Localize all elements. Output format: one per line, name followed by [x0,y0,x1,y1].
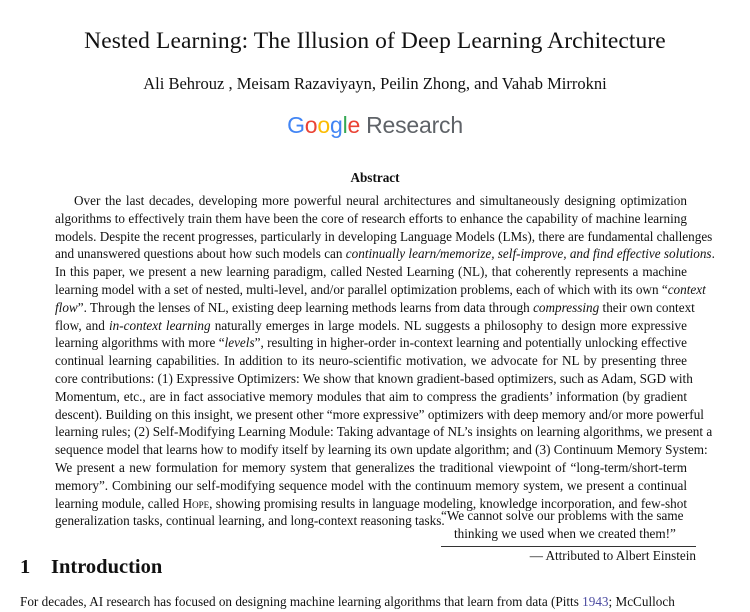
section-number: 1 [20,556,31,578]
logo-letter: o [317,112,330,138]
section-title: Introduction [51,556,163,578]
emphasis: compressing [533,299,600,315]
abstract-line: learning rules; (2) Self-Modifying Learning Module: Taking advantage of NL’s insights on learning algorithms, we present a [55,424,713,440]
abstract-line: learning algorithms with more “levels”, resulting in higher-order in-context learning and potentially unlocking effective [55,335,688,351]
epigraph-rule [441,546,696,547]
abstract-line: flow, and in-context learning naturally emerges in large models. NL suggests a philosophy to design more expressive [55,317,687,333]
epigraph-line: thinking we used when we created them!” [454,525,676,541]
abstract-line: and unanswered questions about how such models can continually learn/memorize, self-improve, and find effective solutions. [55,246,715,262]
logo-letter: l [342,112,348,138]
logo-letter: o [304,112,318,138]
abstract-line: Momentum, etc., are in fact associative memory modules that aim to compress the gradients’ information (by gradient [55,388,687,404]
intro-text: ; McCulloch [608,594,675,609]
abstract-line: descent). Building on this insight, we present other “more expressive” optimizers with deep memory and/or more powerful [55,406,704,422]
logo-letter: g [329,112,343,138]
section-heading [20,556,162,579]
abstract-line: models. Despite the recent progresses, particularly in developing Language Models (LMs), there are fundamental challenges [55,228,713,244]
emphasis: in-context learning [109,317,211,333]
epigraph-line: “We cannot solve our problems with the same [441,508,684,523]
abstract-line: memory”. Combining our self-modifying sequence model with the continuum memory system, we present a continual [55,477,687,493]
emphasis: flow [55,299,78,315]
intro-paragraph [20,594,730,610]
google-research-logo [0,112,750,139]
epigraph-quote [441,507,696,543]
emphasis: levels [224,335,255,351]
abstract-line: We present a new formulation for memory system that generalizes the traditional viewpoint of “long-term/short-term [55,459,687,475]
abstract-line: core contributions: (1) Expressive Optimizers: We show that known gradient-based optimizers, such as Adam, SGD with [55,370,693,386]
logo-letter: G [287,112,305,138]
abstract-line: learning module, called Hope, showing promising results in language modeling, knowledge incorporation, and few-shot [55,495,687,511]
abstract-line: In this paper, we present a new learning paradigm, called Nested Learning (NL), that coherently represents a machine [55,264,687,280]
abstract-heading: Abstract [350,170,400,185]
author-list: Ali Behrouz , Meisam Razaviyayn, Peilin Zhong, and Vahab Mirrokni [143,74,607,93]
logo-research-text: Research [366,112,463,138]
epigraph-attribution: — Attributed to Albert Einstein [529,548,696,563]
logo-letter: e [347,112,361,138]
abstract-line: algorithms to effectively train them have been the core of research efforts to enhance the capability of machine learning [55,210,687,226]
citation-link[interactable]: 1943 [582,594,609,609]
abstract-line: sequence model that learns how to modify itself by learning its own update algorithm; and (3) Continuum Memory System: [55,442,708,458]
abstract-body [55,192,715,530]
abstract-line: continual learning capabilities. In addition to its neuro-scientific motivation, we advocate for NL by presenting three [55,353,687,369]
abstract-line: flow”. Through the lenses of NL, existing deep learning methods learns from data through compressing their own context [55,299,695,315]
abstract-line: learning model with a set of nested, multi-level, and/or parallel optimization problems, each of which with its own “context [55,281,706,297]
abstract-line: generalization tasks, continual learning, and long-context reasoning tasks. [55,513,445,529]
emphasis: continually learn/memorize, self-improve, and find effective solutions [345,246,712,262]
model-name: Hope [182,495,210,511]
intro-text: For decades, AI research has focused on designing machine learning algorithms that learn from data (Pitts [20,594,583,609]
emphasis: context [667,281,706,297]
paper-title: Nested Learning: The Illusion of Deep Learning Architecture [84,28,666,54]
abstract-line: Over the last decades, developing more powerful neural architectures and simultaneously designing optimization [74,193,687,208]
